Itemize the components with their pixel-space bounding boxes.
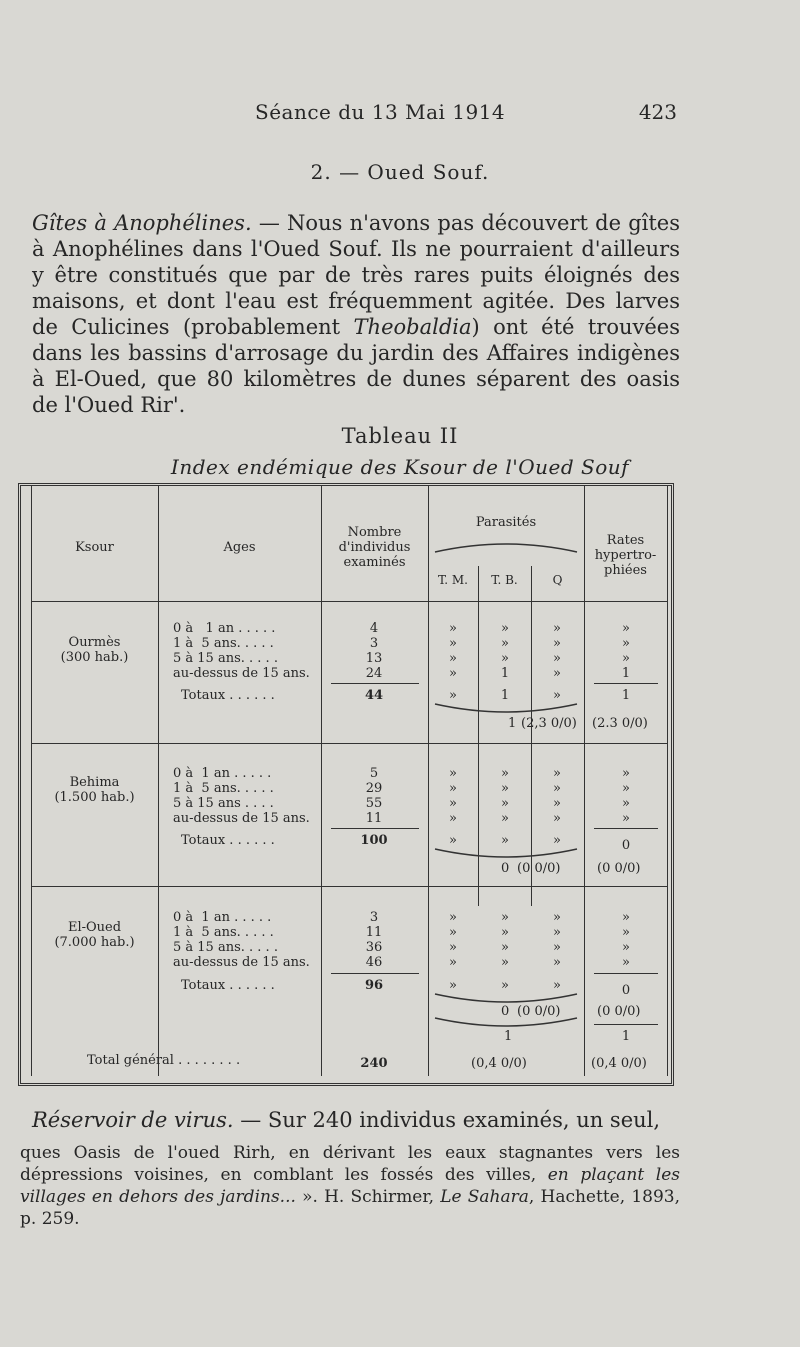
tb-cell: »	[501, 955, 509, 970]
col-line	[158, 486, 159, 1076]
header-ksour: Ksour	[75, 540, 114, 555]
n-cell: 5	[369, 766, 379, 781]
age-row: 1 à 5 ans. . . . .	[173, 636, 274, 651]
q-cell: »	[553, 666, 561, 681]
brace-icon	[433, 1016, 579, 1028]
tm-cell: »	[449, 651, 457, 666]
index-pct: (0 0/0)	[517, 1004, 561, 1019]
q-cell: »	[553, 766, 561, 781]
sum-rule	[594, 683, 658, 684]
rates-cell: »	[622, 811, 630, 826]
header-rule	[31, 601, 667, 602]
ksar-name: Ourmès	[68, 635, 121, 650]
grand-count: 1	[504, 1029, 513, 1044]
index-pct: (2,3 0/0)	[521, 716, 577, 731]
body-paragraph	[32, 210, 680, 418]
sum-rule	[331, 683, 419, 684]
q-cell: »	[553, 796, 561, 811]
index-count: 0	[501, 861, 510, 876]
n-total: 96	[364, 978, 384, 993]
footnote-text-1: ques Oasis de l'oued Rirh, en dérivant les eaux stagnantes vers les dépressions voisines, en comblant les fossés des villes,	[20, 1143, 680, 1185]
tb-cell: »	[501, 796, 509, 811]
q-total: »	[553, 833, 561, 848]
grand-total-label: Total général . . . . . . . .	[87, 1053, 241, 1068]
header-rates-3: phiées	[604, 563, 647, 578]
rates-total: 0	[621, 838, 631, 853]
tb-cell: »	[501, 940, 509, 955]
q-cell: »	[553, 636, 561, 651]
age-row: au-dessus de 15 ans.	[173, 666, 310, 681]
n-cell: 24	[365, 666, 383, 681]
tb-cell: »	[501, 910, 509, 925]
totaux-label: Totaux . . . . . .	[181, 833, 275, 848]
next-lead: Réservoir de virus.	[32, 1108, 234, 1132]
grand-total-n: 240	[360, 1056, 388, 1071]
header-nombre-1: Nombre	[347, 525, 402, 540]
n-cell: 46	[365, 955, 383, 970]
table-title: Tableau II	[341, 424, 459, 448]
data-table	[18, 483, 674, 1086]
q-cell: »	[553, 925, 561, 940]
index-count: 1	[508, 716, 517, 731]
page-number: 423	[638, 100, 677, 124]
age-row: 1 à 5 ans. . . . .	[173, 925, 274, 940]
tm-total: »	[449, 833, 457, 848]
rates-cell: »	[622, 955, 630, 970]
genus-name: Theobaldia	[353, 315, 472, 339]
footnote-italic-1: en plaçant les villages en dehors des jardins...	[20, 1165, 680, 1207]
next-paragraph	[32, 1107, 680, 1133]
tm-cell: »	[449, 666, 457, 681]
header-q: Q	[552, 573, 563, 587]
tm-total: »	[449, 688, 457, 703]
paragraph-lead: Gîtes à Anophélines.	[32, 211, 252, 235]
rates-cell: »	[622, 636, 630, 651]
next-text: — Sur 240 individus examinés, un seul,	[233, 1108, 661, 1132]
ksar-name: Behima	[69, 775, 120, 790]
col-line	[321, 486, 322, 1076]
sum-rule	[594, 973, 658, 974]
tb-cell: »	[501, 781, 509, 796]
footnote-text-2: ». H. Schirmer,	[295, 1187, 441, 1207]
n-cell: 3	[369, 910, 379, 925]
header-parasites: Parasités	[475, 515, 537, 530]
tm-total: »	[449, 978, 457, 993]
header-nombre-3: examinés	[343, 555, 406, 570]
ksar-name: El-Oued	[67, 920, 122, 935]
footnote	[20, 1142, 680, 1230]
index-count: 0	[501, 1004, 510, 1019]
header-rates-1: Rates	[606, 533, 645, 548]
age-row: 1 à 5 ans. . . . .	[173, 781, 274, 796]
q-cell: »	[553, 621, 561, 636]
footnote-italic-2: Le Sahara	[440, 1187, 529, 1207]
tb-total: 1	[500, 688, 510, 703]
totaux-label: Totaux . . . . . .	[181, 978, 275, 993]
sum-rule	[331, 828, 419, 829]
rates-total: 1	[621, 688, 631, 703]
brace-icon	[433, 847, 579, 859]
rates-cell: »	[622, 940, 630, 955]
tb-cell: »	[501, 925, 509, 940]
totaux-label: Totaux . . . . . .	[181, 688, 275, 703]
q-total: »	[553, 688, 561, 703]
tm-cell: »	[449, 766, 457, 781]
tb-cell: 1	[500, 666, 510, 681]
rates-cell: »	[622, 910, 630, 925]
tm-cell: »	[449, 811, 457, 826]
ksar-population: (1.500 hab.)	[54, 790, 135, 805]
tb-total: »	[501, 833, 509, 848]
n-cell: 29	[365, 781, 383, 796]
table-subtitle: Index endémique des Ksour de l'Oued Souf	[170, 455, 630, 479]
rates-cell: »	[622, 766, 630, 781]
sum-rule	[594, 828, 658, 829]
ksar-population: (300 hab.)	[60, 650, 129, 665]
header-tm: T. M.	[438, 573, 468, 587]
n-cell: 4	[369, 621, 379, 636]
q-cell: »	[553, 955, 561, 970]
n-cell: 11	[365, 925, 383, 940]
footnote-text-3: , Hachette, 1893, p. 259.	[20, 1187, 680, 1229]
tb-cell: »	[501, 811, 509, 826]
n-total: 100	[360, 833, 388, 848]
index-pct: (0 0/0)	[517, 861, 561, 876]
q-cell: »	[553, 781, 561, 796]
age-row: 5 à 15 ans. . . . .	[173, 651, 278, 666]
rates-total: 0	[621, 983, 631, 998]
q-total: »	[553, 978, 561, 993]
n-cell: 55	[365, 796, 383, 811]
age-row: 5 à 15 ans. . . . .	[173, 940, 278, 955]
group-rule	[31, 886, 667, 887]
n-cell: 36	[365, 940, 383, 955]
age-row: 0 à 1 an . . . . .	[173, 766, 272, 781]
tm-cell: »	[449, 796, 457, 811]
rates-cell: »	[622, 781, 630, 796]
running-title: Séance du 13 Mai 1914	[255, 100, 506, 124]
paragraph-text-2: ) ont été trouvées dans les bassins d'arrosage du jardin des Affaires indigènes à El-Oued, que 80 kilomètres de dunes séparent des oasis de l'Oued Rir'.	[32, 315, 680, 417]
rates-pct: (0 0/0)	[597, 1004, 641, 1019]
header-ages: Ages	[223, 540, 256, 555]
age-row: au-dessus de 15 ans.	[173, 955, 310, 970]
age-row: 0 à 1 an . . . . .	[173, 910, 272, 925]
tb-cell: »	[501, 621, 509, 636]
tb-cell: »	[501, 636, 509, 651]
tb-cell: »	[501, 766, 509, 781]
tm-cell: »	[449, 925, 457, 940]
ksar-population: (7.000 hab.)	[54, 935, 135, 950]
page-header	[0, 100, 800, 130]
q-cell: »	[553, 910, 561, 925]
n-cell: 3	[369, 636, 379, 651]
n-total: 44	[364, 688, 384, 703]
tm-cell: »	[449, 940, 457, 955]
grand-rates-count: 1	[621, 1029, 631, 1044]
grand-total-rates-pct: (0,4 0/0)	[591, 1056, 647, 1071]
sum-rule	[594, 1024, 658, 1025]
q-cell: »	[553, 811, 561, 826]
header-rates-2: hypertro-	[594, 548, 657, 563]
brace-icon	[433, 992, 579, 1004]
rates-cell: »	[622, 651, 630, 666]
n-cell: 11	[365, 811, 383, 826]
tm-cell: »	[449, 955, 457, 970]
brace-icon	[433, 702, 579, 714]
rates-pct: (2.3 0/0)	[592, 716, 648, 731]
group-rule	[31, 743, 667, 744]
n-cell: 13	[365, 651, 383, 666]
paragraph-text: — Nous n'avons pas découvert de gîtes à Anophélines dans l'Oued Souf. Ils ne pourraient d'ailleurs y être constitués que par de très rares puits éloignés des maisons, et dont l'eau est fréquemment agitée. Des larves de Culicines (probablement	[32, 211, 681, 339]
tm-cell: »	[449, 636, 457, 651]
tm-cell: »	[449, 621, 457, 636]
sum-rule	[331, 973, 419, 974]
col-line	[667, 486, 668, 1076]
rates-cell: 1	[621, 666, 631, 681]
header-nombre-2: d'individus	[338, 540, 411, 555]
age-row: 0 à 1 an . . . . .	[173, 621, 276, 636]
tm-cell: »	[449, 910, 457, 925]
tb-total: »	[501, 978, 509, 993]
age-row: au-dessus de 15 ans.	[173, 811, 310, 826]
rates-pct: (0 0/0)	[597, 861, 641, 876]
header-tb: T. B.	[491, 573, 518, 587]
rates-cell: »	[622, 621, 630, 636]
age-row: 5 à 15 ans . . . .	[173, 796, 274, 811]
rates-cell: »	[622, 796, 630, 811]
tb-cell: »	[501, 651, 509, 666]
brace-icon	[433, 540, 579, 554]
q-cell: »	[553, 940, 561, 955]
grand-total-pct: (0,4 0/0)	[471, 1056, 527, 1071]
rates-cell: »	[622, 925, 630, 940]
tm-cell: »	[449, 781, 457, 796]
section-title: 2. — Oued Souf.	[310, 160, 490, 184]
q-cell: »	[553, 651, 561, 666]
